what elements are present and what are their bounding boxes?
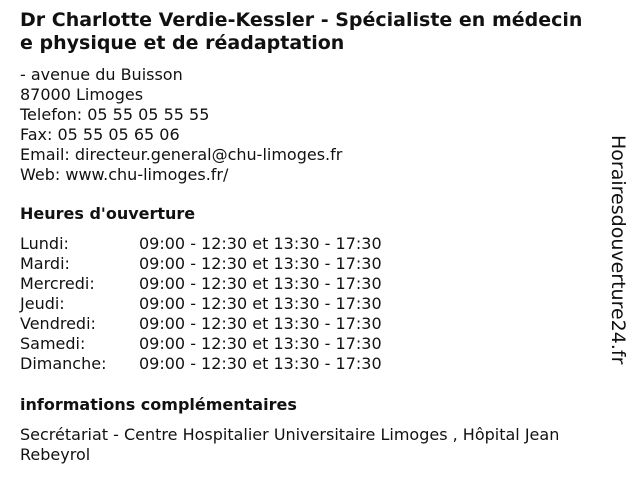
hours-table: [20, 234, 440, 374]
time-range: 09:00 - 12:30 et 13:30 - 17:30: [139, 294, 382, 313]
info-heading: informations complémentaires: [20, 395, 297, 414]
hours-row: [20, 254, 440, 274]
time-range: 09:00 - 12:30 et 13:30 - 17:30: [139, 334, 382, 353]
day-label: Lundi:: [20, 234, 69, 253]
brand-watermark: [602, 135, 640, 365]
hours-row: [20, 234, 440, 254]
page-title-line-2: e physique et de réadaptation: [20, 32, 345, 54]
hours-row: [20, 294, 440, 314]
day-label: Jeudi:: [20, 294, 65, 313]
page-title: [20, 9, 620, 55]
day-label: Mercredi:: [20, 274, 95, 293]
time-range: 09:00 - 12:30 et 13:30 - 17:30: [139, 354, 382, 373]
website-url: Web: www.chu-limoges.fr/: [20, 165, 229, 184]
hours-heading: Heures d'ouverture: [20, 204, 196, 223]
page-title-line-1: Dr Charlotte Verdie-Kessler - Spécialiste en médecin: [20, 9, 583, 31]
hours-row: [20, 334, 440, 354]
email-address: Email: directeur.general@chu-limoges.fr: [20, 145, 343, 164]
time-range: 09:00 - 12:30 et 13:30 - 17:30: [139, 314, 382, 333]
hours-row: [20, 314, 440, 334]
time-range: 09:00 - 12:30 et 13:30 - 17:30: [139, 274, 382, 293]
day-label: Dimanche:: [20, 354, 107, 373]
day-label: Vendredi:: [20, 314, 96, 333]
brand-text: Horairesdouverture24.fr: [607, 135, 629, 365]
city-postal: 87000 Limoges: [20, 85, 144, 104]
time-range: 09:00 - 12:30 et 13:30 - 17:30: [139, 254, 382, 273]
street-address: - avenue du Buisson: [20, 65, 183, 84]
day-label: Mardi:: [20, 254, 70, 273]
info-text: Secrétariat - Centre Hospitalier Universitaire Limoges , Hôpital Jean Rebeyrol: [20, 425, 560, 464]
phone-number: Telefon: 05 55 05 55 55: [20, 105, 210, 124]
time-range: 09:00 - 12:30 et 13:30 - 17:30: [139, 234, 382, 253]
hours-row: [20, 274, 440, 294]
day-label: Samedi:: [20, 334, 86, 353]
hours-row: [20, 354, 440, 374]
fax-number: Fax: 05 55 05 65 06: [20, 125, 180, 144]
contact-block: [20, 65, 342, 185]
